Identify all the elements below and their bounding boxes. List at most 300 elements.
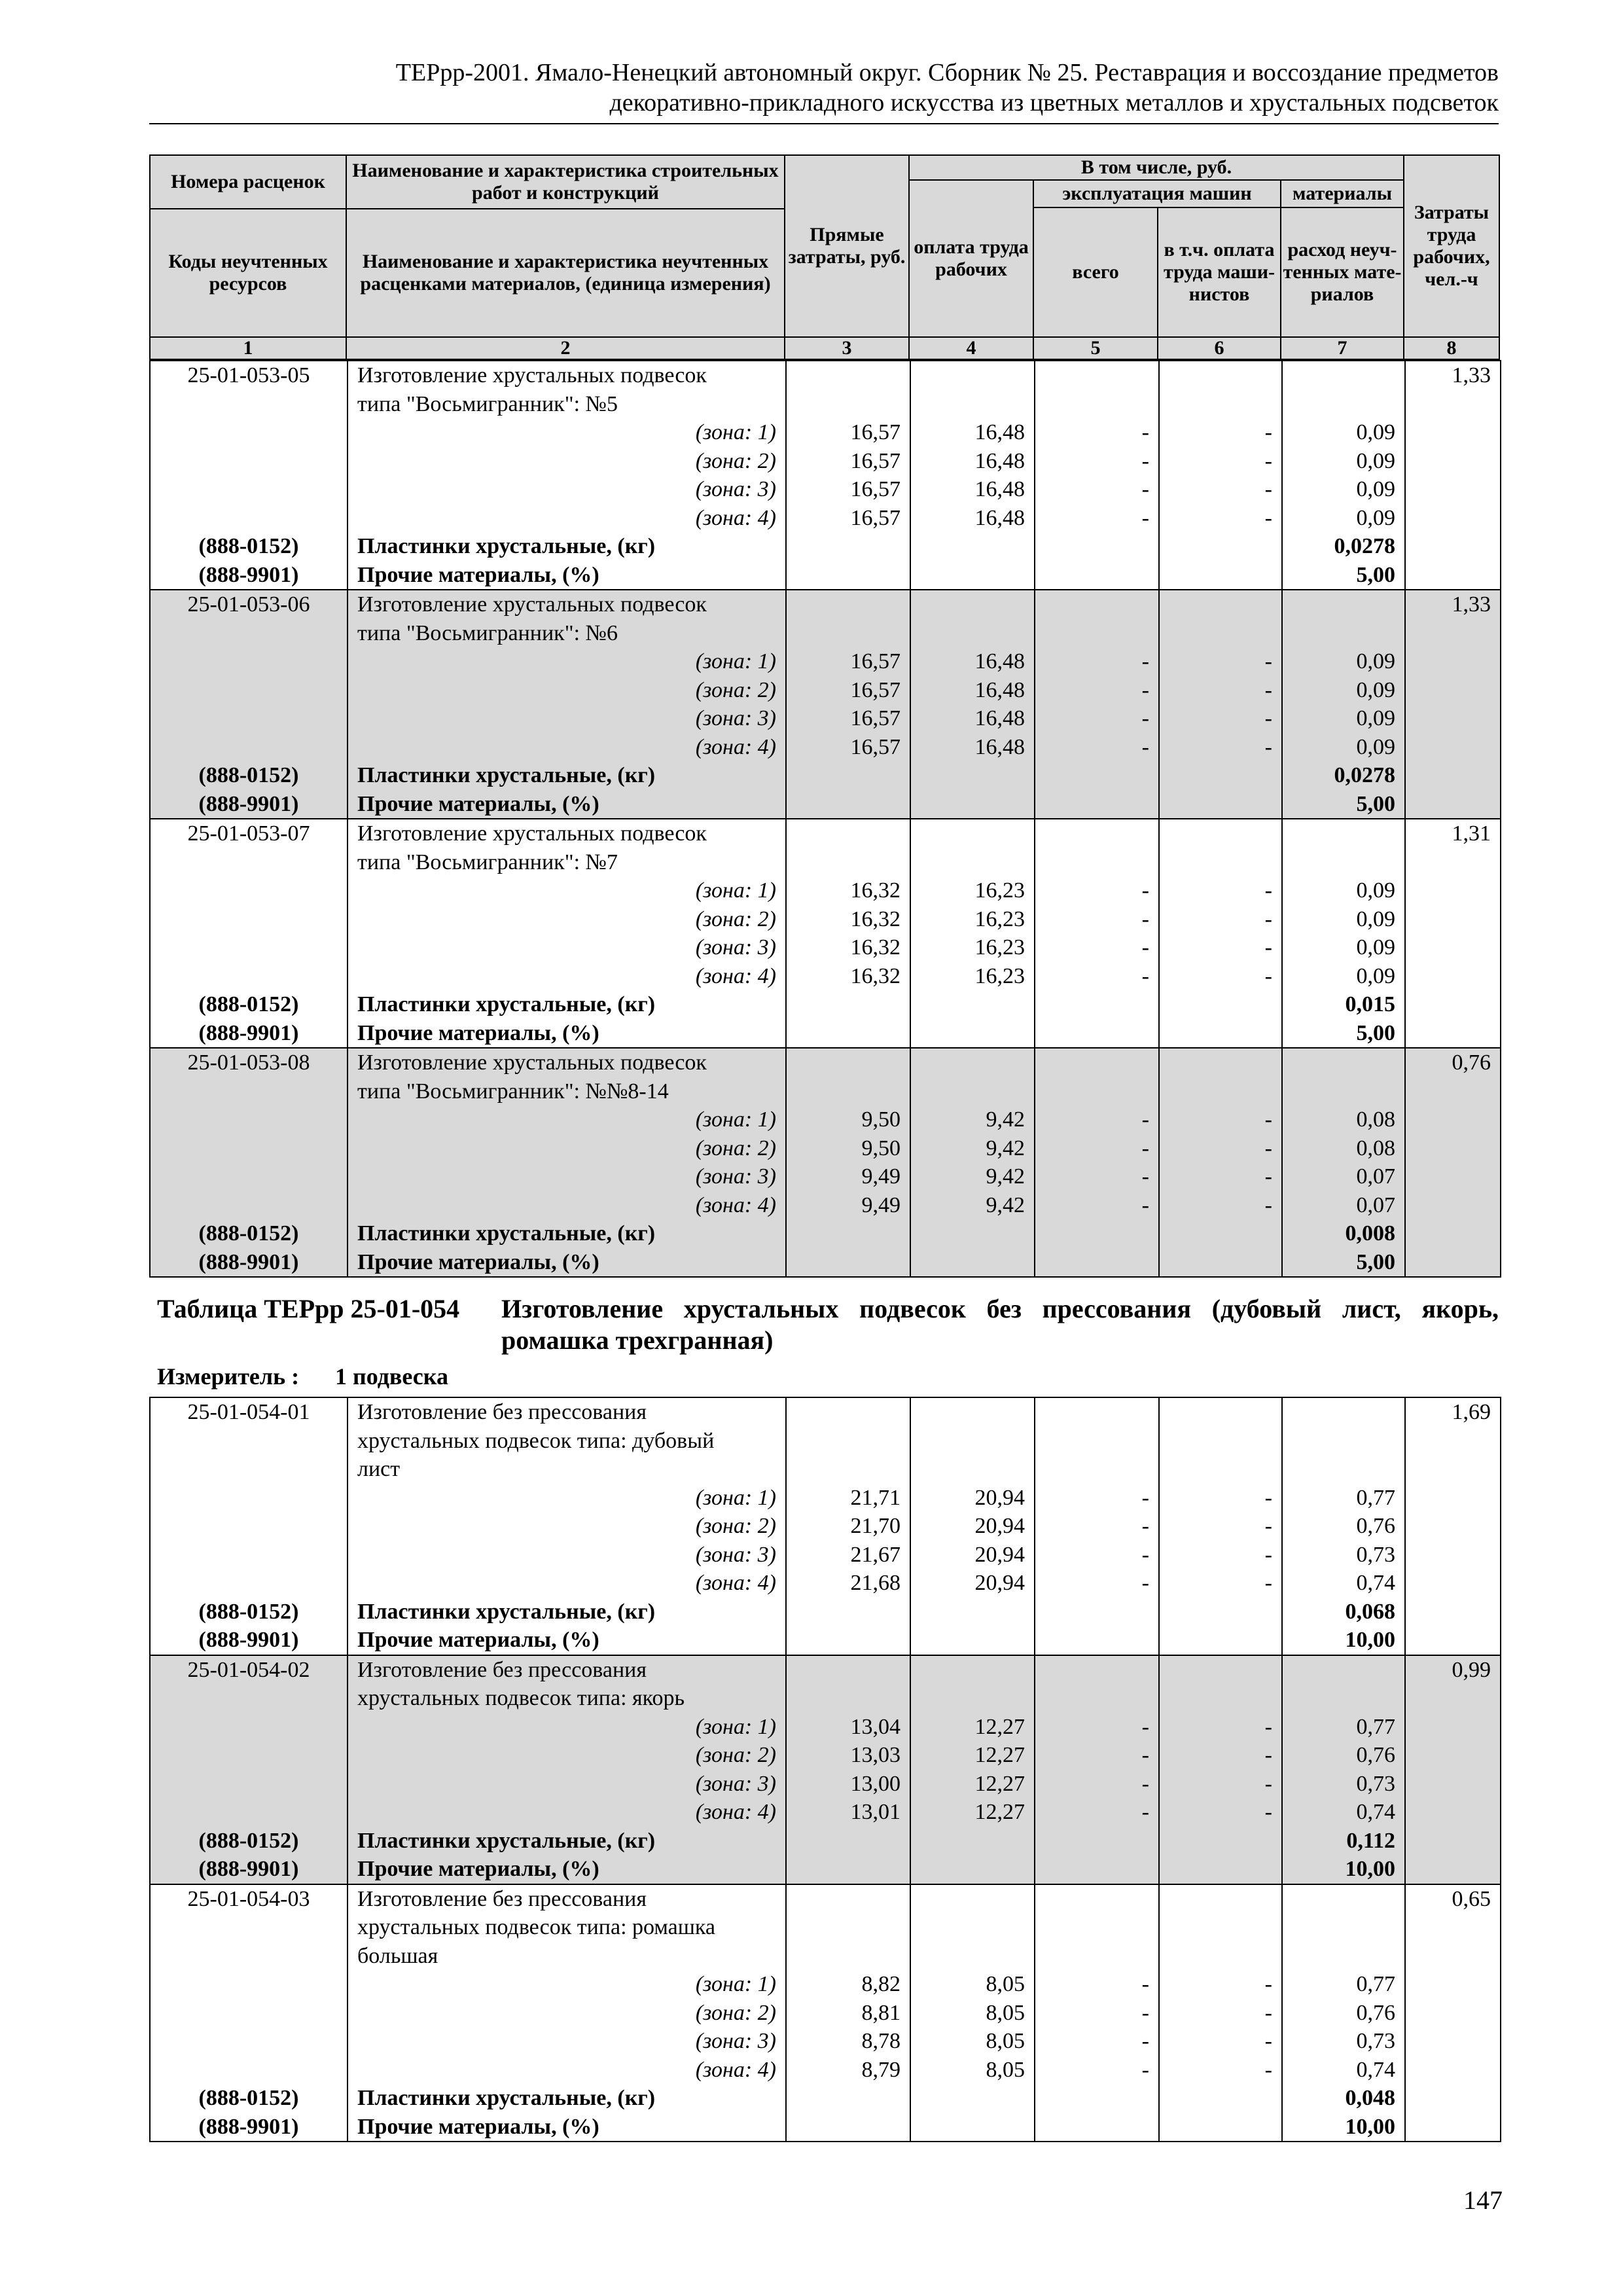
zone-label: (зона: 1): [348, 647, 786, 676]
zone-value: -: [1159, 1798, 1282, 1827]
rate-title: большая: [348, 1942, 786, 1971]
table-cell: [910, 990, 1035, 1019]
zone-value: 16,57: [786, 447, 910, 476]
resource-amount: 0,0278: [1282, 532, 1405, 561]
table-row: [150, 848, 1501, 877]
zone-value: 0,09: [1282, 905, 1405, 934]
table-cell: [910, 1855, 1035, 1884]
table-row: [150, 1827, 1501, 1856]
table-cell: [1159, 1942, 1282, 1971]
table-cell: [910, 1048, 1035, 1077]
table-row: [150, 1798, 1501, 1827]
table-cell: [1405, 418, 1501, 447]
table-row: [150, 1913, 1501, 1942]
table-cell: [1282, 1655, 1405, 1685]
zone-value: 9,42: [910, 1191, 1035, 1220]
table-cell: [910, 2113, 1035, 2142]
table-row: [150, 1713, 1501, 1742]
column-numbers: [149, 336, 1500, 360]
table-cell: [1035, 1942, 1159, 1971]
table-row: [150, 676, 1501, 705]
table-cell: [1035, 990, 1159, 1019]
zone-label: (зона: 3): [348, 1770, 786, 1799]
table-cell: [1405, 704, 1501, 733]
table-cell: [1405, 1512, 1501, 1541]
table-cell: [1282, 1884, 1405, 1914]
zone-value: 0,07: [1282, 1191, 1405, 1220]
zone-value: -: [1035, 676, 1159, 705]
zone-value: 20,94: [910, 1569, 1035, 1598]
zone-value: 9,49: [786, 1162, 910, 1191]
table-row: [150, 418, 1501, 447]
table-cell: [1405, 1219, 1501, 1248]
zone-label: (зона: 2): [348, 1134, 786, 1163]
table-cell: [1405, 1248, 1501, 1278]
zone-value: -: [1035, 1484, 1159, 1513]
table-cell: [150, 1077, 348, 1106]
table-cell: [910, 761, 1035, 790]
table-cell: [1159, 1598, 1282, 1626]
header-machines: эксплуатация машин: [1033, 179, 1281, 208]
table-cell: [1159, 1855, 1282, 1884]
table-cell: [1035, 1248, 1159, 1278]
rate-title: Изготовление хрустальных подвесок: [348, 361, 786, 390]
zone-value: 12,27: [910, 1741, 1035, 1770]
table-cell: [150, 1512, 348, 1541]
table-cell: [1159, 561, 1282, 590]
header-codes: Коды неучтенных ресурсов: [149, 208, 347, 338]
table-cell: [1405, 733, 1501, 762]
zone-value: -: [1159, 2027, 1282, 2056]
zone-value: 16,48: [910, 418, 1035, 447]
table-row: [150, 1512, 1501, 1541]
zone-value: 16,48: [910, 475, 1035, 504]
zone-value: 0,73: [1282, 1541, 1405, 1570]
table-cell: [1405, 2056, 1501, 2085]
zone-value: 0,76: [1282, 1512, 1405, 1541]
zone-value: 12,27: [910, 1770, 1035, 1799]
table-cell: [786, 1048, 910, 1077]
table-cell: [150, 704, 348, 733]
zone-label: (зона: 4): [348, 504, 786, 533]
table-row: [150, 1248, 1501, 1278]
table-cell: [1159, 819, 1282, 848]
resource-code: (888-0152): [150, 990, 348, 1019]
table-row: [150, 1427, 1501, 1456]
zone-value: -: [1159, 1741, 1282, 1770]
table-row: [150, 1741, 1501, 1770]
resource-name: Прочие материалы, (%): [348, 2113, 786, 2142]
zone-value: -: [1159, 704, 1282, 733]
zone-value: 21,70: [786, 1512, 910, 1541]
table-cell: [1159, 1626, 1282, 1655]
zone-value: 0,74: [1282, 2056, 1405, 2085]
zone-label: (зона: 3): [348, 475, 786, 504]
table-row: [150, 1484, 1501, 1513]
labor-cost: 0,99: [1405, 1655, 1501, 1685]
zone-value: 0,77: [1282, 1484, 1405, 1513]
table-row: [150, 1598, 1501, 1626]
table-row: [150, 1999, 1501, 2028]
header-work-name: Наименование и характеристика строительных работ и конструкций: [346, 154, 785, 209]
table-row: [150, 2027, 1501, 2056]
zone-value: 16,48: [910, 647, 1035, 676]
resource-code: (888-9901): [150, 2113, 348, 2142]
zone-value: -: [1035, 704, 1159, 733]
resource-code: (888-0152): [150, 2084, 348, 2113]
zone-value: -: [1159, 676, 1282, 705]
labor-cost: 1,31: [1405, 819, 1501, 848]
table-cell: [1405, 905, 1501, 934]
zone-value: 16,23: [910, 905, 1035, 934]
column-number: 8: [1403, 336, 1500, 360]
table-cell: [910, 848, 1035, 877]
table-row: [150, 1455, 1501, 1484]
table-cell: [150, 733, 348, 762]
zone-value: -: [1035, 876, 1159, 905]
table-cell: [1159, 2113, 1282, 2142]
table-cell: [1282, 619, 1405, 648]
table-cell: [1405, 647, 1501, 676]
table-cell: [1159, 1219, 1282, 1248]
table-cell: [1282, 1048, 1405, 1077]
zone-value: 0,09: [1282, 447, 1405, 476]
header-machines-total: всего: [1033, 207, 1158, 338]
table-row: [150, 647, 1501, 676]
table-cell: [150, 1569, 348, 1598]
zone-value: -: [1035, 2056, 1159, 2085]
zone-value: 8,05: [910, 1999, 1035, 2028]
table-cell: [1405, 876, 1501, 905]
zone-value: 16,23: [910, 876, 1035, 905]
table-cell: [1405, 962, 1501, 991]
zone-value: 0,09: [1282, 962, 1405, 991]
zone-value: -: [1159, 504, 1282, 533]
table-row: [150, 1541, 1501, 1570]
zone-label: (зона: 2): [348, 1741, 786, 1770]
table-row: [150, 1397, 1501, 1427]
table-cell: [1035, 590, 1159, 619]
header-rates: Номера расценок: [149, 154, 347, 209]
table-cell: [1405, 1626, 1501, 1655]
table-cell: [1405, 1999, 1501, 2028]
table-cell: [150, 962, 348, 991]
zone-value: 0,73: [1282, 1770, 1405, 1799]
table-row: [150, 1048, 1501, 1077]
table-cell: [910, 1427, 1035, 1456]
zone-value: 8,05: [910, 2027, 1035, 2056]
table-cell: [1282, 819, 1405, 848]
zone-label: (зона: 3): [348, 1541, 786, 1570]
table-cell: [786, 1913, 910, 1942]
table-row: [150, 962, 1501, 991]
table-row: [150, 504, 1501, 533]
table-cell: [1035, 1219, 1159, 1248]
column-number: 2: [346, 336, 785, 360]
table-cell: [150, 676, 348, 705]
table-cell: [910, 2084, 1035, 2113]
resource-amount: 0,008: [1282, 1219, 1405, 1248]
rate-title: Изготовление хрустальных подвесок: [348, 819, 786, 848]
table-cell: [1405, 2113, 1501, 2142]
table-cell: [1035, 819, 1159, 848]
table-cell: [150, 1105, 348, 1134]
table-cell: [150, 1684, 348, 1713]
table-cell: [150, 1999, 348, 2028]
zone-value: -: [1035, 504, 1159, 533]
zone-value: 9,49: [786, 1191, 910, 1220]
zone-value: -: [1159, 1134, 1282, 1163]
table-row: [150, 1105, 1501, 1134]
table-cell: [910, 1884, 1035, 1914]
zone-label: (зона: 4): [348, 733, 786, 762]
table-row: [150, 447, 1501, 476]
resource-amount: 5,00: [1282, 1019, 1405, 1049]
table-cell: [1405, 1541, 1501, 1570]
table-cell: [1159, 1077, 1282, 1106]
table-row: [150, 704, 1501, 733]
zone-label: (зона: 4): [348, 1798, 786, 1827]
rate-title: хрустальных подвесок типа: ромашка: [348, 1913, 786, 1942]
zone-value: -: [1035, 1741, 1159, 1770]
zone-value: -: [1159, 1191, 1282, 1220]
resource-code: (888-0152): [150, 761, 348, 790]
zone-value: 8,05: [910, 2056, 1035, 2085]
zone-value: -: [1159, 1970, 1282, 1999]
zone-value: -: [1159, 1569, 1282, 1598]
table-cell: [1405, 1970, 1501, 1999]
zone-value: 0,09: [1282, 933, 1405, 962]
table-cell: [150, 1942, 348, 1971]
rate-code: 25-01-054-02: [150, 1655, 348, 1685]
resource-name: Прочие материалы, (%): [348, 1248, 786, 1278]
table-row: [150, 1019, 1501, 1049]
table-row: [150, 475, 1501, 504]
resource-name: Прочие материалы, (%): [348, 790, 786, 819]
column-number: 6: [1157, 336, 1281, 360]
resource-name: Прочие материалы, (%): [348, 1019, 786, 1049]
table-row: [150, 1162, 1501, 1191]
zone-value: -: [1035, 1798, 1159, 1827]
table-cell: [1159, 619, 1282, 648]
resource-amount: 0,0278: [1282, 761, 1405, 790]
zone-value: 9,42: [910, 1134, 1035, 1163]
table-cell: [786, 1397, 910, 1427]
table-cell: [1035, 619, 1159, 648]
zone-value: 13,03: [786, 1741, 910, 1770]
zone-value: -: [1159, 1484, 1282, 1513]
table-cell: [1035, 1626, 1159, 1655]
header-including: В том числе, руб.: [908, 154, 1404, 181]
table-row: [150, 390, 1501, 419]
zone-value: 21,68: [786, 1569, 910, 1598]
zone-label: (зона: 2): [348, 1512, 786, 1541]
table-cell: [910, 619, 1035, 648]
table-cell: [1159, 1913, 1282, 1942]
table-cell: [1405, 1455, 1501, 1484]
table-cell: [1035, 1598, 1159, 1626]
rate-code: 25-01-053-05: [150, 361, 348, 390]
table-cell: [1035, 1655, 1159, 1685]
table-cell: [1405, 1427, 1501, 1456]
table-row: [150, 819, 1501, 848]
rate-code: 25-01-053-08: [150, 1048, 348, 1077]
table-cell: [1405, 1913, 1501, 1942]
table-cell: [1159, 1455, 1282, 1484]
table-cell: [1405, 1770, 1501, 1799]
table-cell: [1405, 1942, 1501, 1971]
labor-cost: 1,33: [1405, 361, 1501, 390]
table-cell: [1405, 2084, 1501, 2113]
table-cell: [150, 876, 348, 905]
table-cell: [1035, 390, 1159, 419]
table-row: [150, 1684, 1501, 1713]
zone-value: -: [1035, 1162, 1159, 1191]
table-cell: [910, 1397, 1035, 1427]
rate-title: типа "Восьмигранник": №5: [348, 390, 786, 419]
resource-amount: 5,00: [1282, 790, 1405, 819]
rate-title: Изготовление без прессования: [348, 1655, 786, 1685]
table-cell: [150, 2056, 348, 2085]
zone-value: -: [1035, 1512, 1159, 1541]
resource-code: (888-0152): [150, 1219, 348, 1248]
resource-name: Прочие материалы, (%): [348, 561, 786, 590]
table-row: [150, 1942, 1501, 1971]
table-cell: [786, 1655, 910, 1685]
zone-value: 16,57: [786, 676, 910, 705]
rate-title: Изготовление без прессования: [348, 1397, 786, 1427]
resource-name: Пластинки хрустальные, (кг): [348, 990, 786, 1019]
zone-value: -: [1035, 1999, 1159, 2028]
table-cell: [1405, 1105, 1501, 1134]
zone-value: 0,76: [1282, 1741, 1405, 1770]
zone-value: 0,77: [1282, 1970, 1405, 1999]
table-cell: [1405, 561, 1501, 590]
zone-value: -: [1035, 1569, 1159, 1598]
table-cell: [1405, 1569, 1501, 1598]
table-cell: [150, 1134, 348, 1163]
zone-value: 0,76: [1282, 1999, 1405, 2028]
table-cell: [910, 361, 1035, 390]
table-cell: [1159, 790, 1282, 819]
table-cell: [150, 390, 348, 419]
zone-value: -: [1159, 647, 1282, 676]
rate-code: 25-01-054-01: [150, 1397, 348, 1427]
table-cell: [1405, 761, 1501, 790]
zone-value: 8,79: [786, 2056, 910, 2085]
table-cell: [1405, 1827, 1501, 1856]
table-cell: [910, 1684, 1035, 1713]
table-cell: [1405, 390, 1501, 419]
table-cell: [786, 590, 910, 619]
table-cell: [1035, 1827, 1159, 1856]
rate-title: типа "Восьмигранник": №6: [348, 619, 786, 648]
table-cell: [1405, 848, 1501, 877]
table-cell: [1405, 1484, 1501, 1513]
table-cell: [1035, 1048, 1159, 1077]
measure-label: Измеритель :: [157, 1363, 300, 1390]
zone-value: 13,00: [786, 1770, 910, 1799]
zone-value: 16,57: [786, 418, 910, 447]
zone-value: 0,73: [1282, 2027, 1405, 2056]
table-row: [150, 1626, 1501, 1655]
zone-value: -: [1035, 418, 1159, 447]
table-cell: [1282, 1427, 1405, 1456]
table-row: [150, 1134, 1501, 1163]
zone-label: (зона: 3): [348, 933, 786, 962]
table-cell: [910, 1455, 1035, 1484]
zone-value: -: [1035, 1770, 1159, 1799]
resource-name: Прочие материалы, (%): [348, 1855, 786, 1884]
header-line-2: декоративно-прикладного искусства из цветных металлов и хрустальных подсветок: [609, 89, 1499, 117]
zone-value: 16,57: [786, 475, 910, 504]
table-cell: [150, 1970, 348, 1999]
zone-value: -: [1159, 733, 1282, 762]
table-row: [150, 1569, 1501, 1598]
table-cell: [1405, 1798, 1501, 1827]
table-cell: [1159, 1248, 1282, 1278]
resource-code: (888-9901): [150, 561, 348, 590]
table-cell: [1159, 361, 1282, 390]
table-cell: [1159, 1397, 1282, 1427]
zone-value: 8,82: [786, 1970, 910, 1999]
table-cell: [1159, 761, 1282, 790]
zone-value: 0,09: [1282, 704, 1405, 733]
table-cell: [910, 1655, 1035, 1685]
table-cell: [910, 1219, 1035, 1248]
table-cell: [1405, 532, 1501, 561]
table-row: [150, 1191, 1501, 1220]
zone-value: -: [1159, 1999, 1282, 2028]
rate-title: Изготовление без прессования: [348, 1884, 786, 1914]
table-cell: [1405, 447, 1501, 476]
zone-value: 0,08: [1282, 1105, 1405, 1134]
zone-label: (зона: 1): [348, 876, 786, 905]
table-cell: [1405, 676, 1501, 705]
zone-label: (зона: 2): [348, 676, 786, 705]
table-cell: [150, 1191, 348, 1220]
resource-code: (888-9901): [150, 1626, 348, 1655]
resource-amount: 5,00: [1282, 1248, 1405, 1278]
resource-code: (888-9901): [150, 1019, 348, 1049]
table-row: [150, 2084, 1501, 2113]
table-cell: [1282, 1397, 1405, 1427]
table-cell: [1282, 1455, 1405, 1484]
zone-value: 20,94: [910, 1512, 1035, 1541]
zone-label: (зона: 4): [348, 1569, 786, 1598]
table-cell: [1159, 1048, 1282, 1077]
table-cell: [1405, 1134, 1501, 1163]
header-materials: материалы: [1280, 179, 1404, 208]
rate-title: хрустальных подвесок типа: якорь: [348, 1684, 786, 1713]
table-row: [150, 1219, 1501, 1248]
column-number: 7: [1280, 336, 1404, 360]
table-cell: [150, 504, 348, 533]
zone-value: 21,67: [786, 1541, 910, 1570]
table-cell: [786, 1248, 910, 1278]
table-cell: [910, 1913, 1035, 1942]
table-cell: [150, 619, 348, 648]
header-line-1: ТЕРрр-2001. Ямало-Ненецкий автономный округ. Сборник № 25. Реставрация и воссоздание предметов: [395, 59, 1499, 86]
header-unaccounted-materials: расход неуч- тенных мате- риалов: [1280, 207, 1404, 338]
table-cell: [1405, 475, 1501, 504]
zone-value: 16,32: [786, 933, 910, 962]
zone-value: -: [1035, 1134, 1159, 1163]
table-row: [150, 1970, 1501, 1999]
zone-label: (зона: 4): [348, 1191, 786, 1220]
zone-value: -: [1159, 1770, 1282, 1799]
table-row: [150, 1884, 1501, 1914]
